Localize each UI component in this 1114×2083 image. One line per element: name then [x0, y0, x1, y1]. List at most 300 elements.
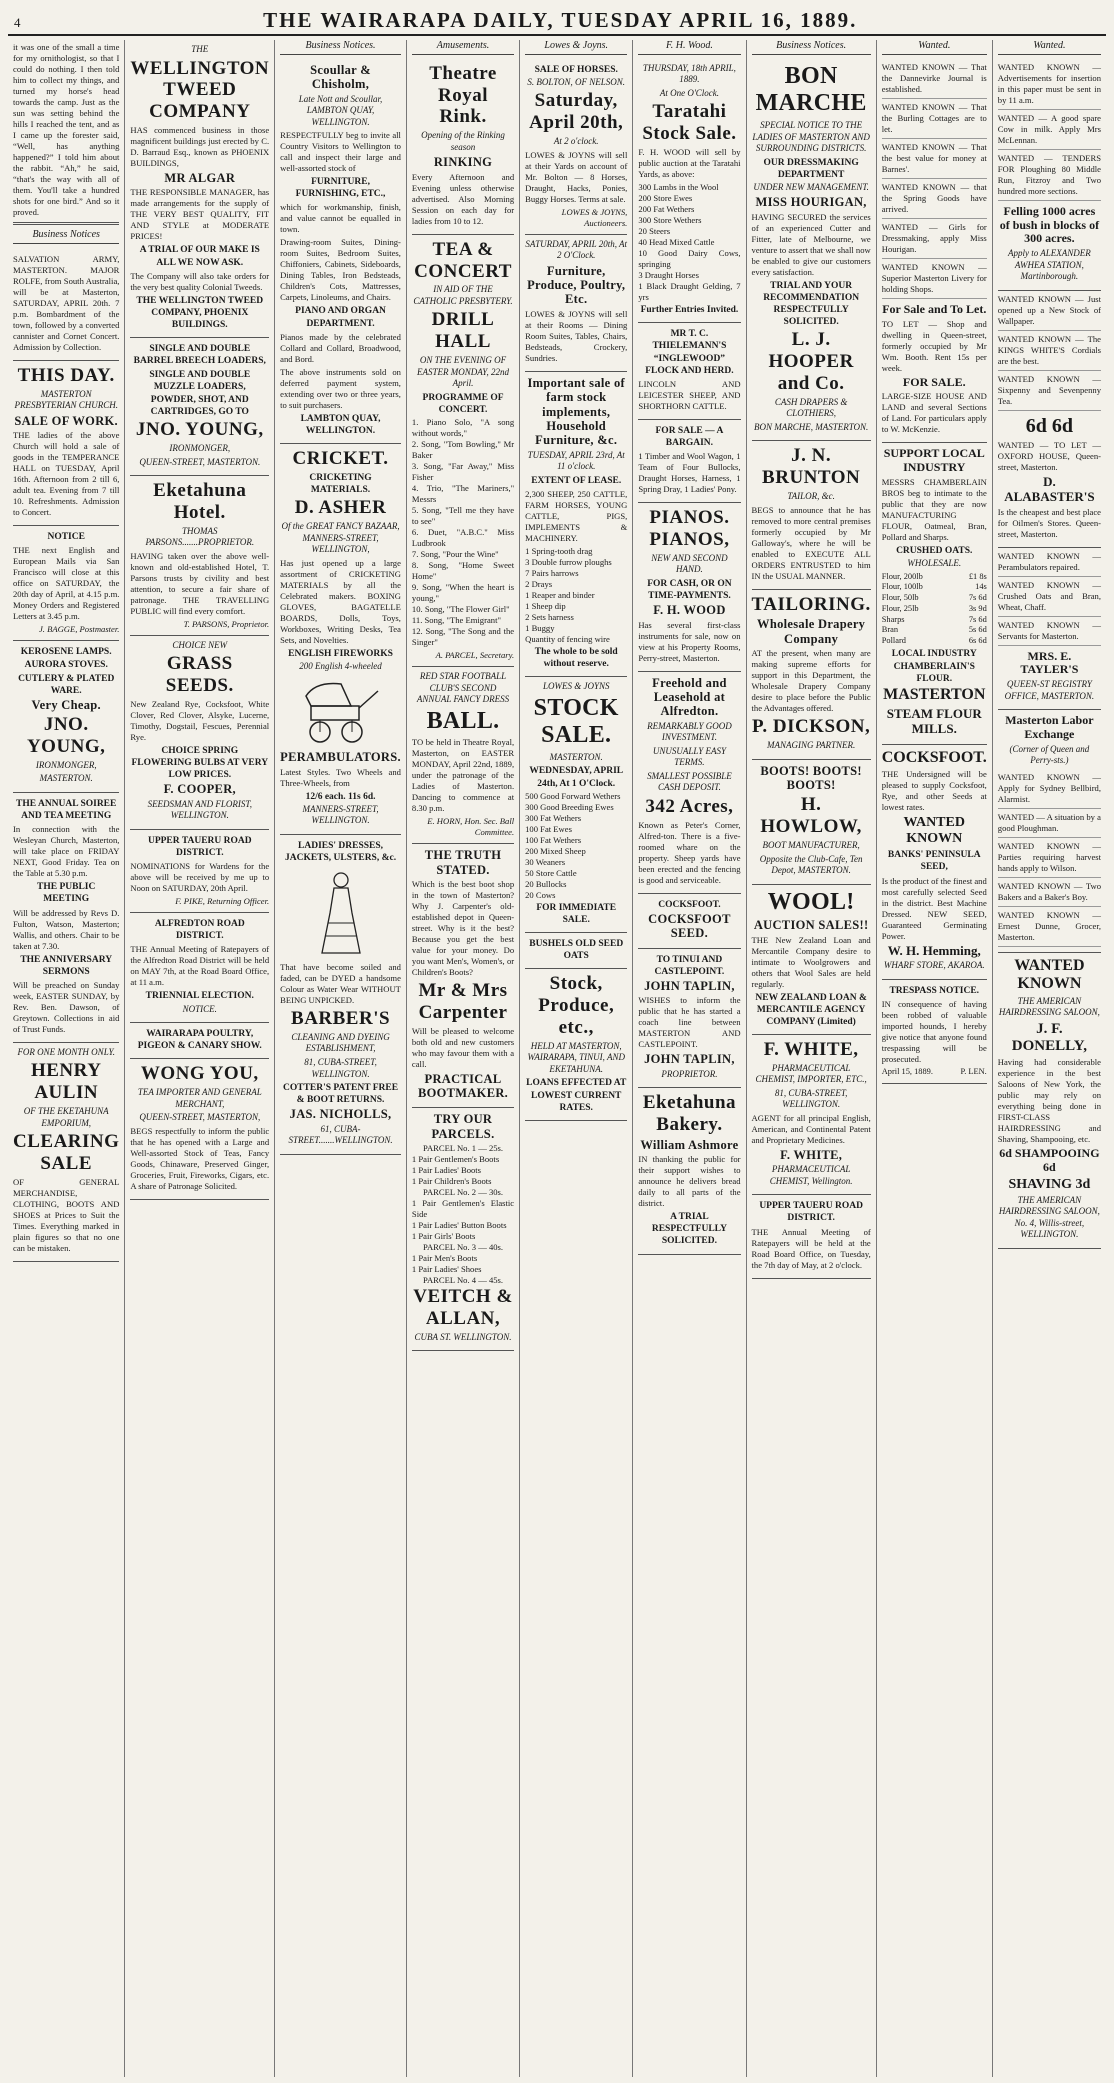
ad-subtitle: FOR ONE MONTH ONLY. — [17, 1046, 115, 1057]
lady-illustration — [280, 868, 401, 958]
cocksfoot-seed-ad — [638, 894, 740, 949]
ad-subtitle: UNDER NEW MANAGEMENT. — [753, 181, 869, 192]
ad-line: POWDER, SHOT, AND CARTRIDGES, GO TO — [150, 394, 249, 417]
hairdresser-ad — [998, 953, 1101, 1249]
ad-body: Is the cheapest and best place for Oilmen's Stores. Queen-street, Masterton. — [997, 506, 1101, 539]
ad-body: THE New Zealand Loan and Mercantile Company desire to intimate to Woolgrowers and others that Wool Sales are held regularly. — [751, 934, 871, 989]
ad-title: PIANOS. PIANOS, — [649, 507, 730, 550]
ad-title: D. ALABASTER'S — [1004, 473, 1095, 504]
newspaper-title: THE WAIRARAPA DAILY, TUESDAY APRIL 16, 1889. — [263, 8, 858, 32]
price-label: Flour, 25lb — [881, 603, 919, 613]
ad-subtitle: 81, CUBA-STREET, WELLINGTON. — [304, 1057, 377, 1079]
list-item: WANTED KNOWN — That the best value for money at Barnes'. — [882, 139, 987, 179]
ad-body: Latest Styles. Two Wheels and Three-Wheels, from — [280, 766, 401, 788]
rink-ad — [412, 59, 514, 235]
price-label: Bran — [881, 625, 899, 635]
ad-line: CHAMBERLAIN'S FLOUR. — [893, 662, 975, 685]
felling-ad — [998, 201, 1101, 291]
ad-title: Important sale of farm stock implements, Household Furniture, &c. — [527, 375, 625, 448]
ad-subtitle: RED STAR FOOTBALL CLUB'S SECOND ANNUAL FANCY DRESS — [416, 671, 510, 705]
produce-ad — [525, 969, 627, 1121]
list-item: 30 Weaners — [525, 856, 566, 867]
eketahuna-hotel-ad — [130, 476, 269, 636]
column-3 — [275, 40, 407, 2077]
ad-subtitle: WHOLESALE. — [907, 558, 962, 569]
list-item: 3. Song, "Far Away," Miss Fisher — [411, 461, 515, 482]
list-item: 1 Sheep dip — [525, 600, 566, 611]
ad-line: NEW ZEALAND LOAN & MERCANTILE AGENCY COMPANY (Limited) — [755, 992, 867, 1027]
ad-body: OF GENERAL MERCHANDISE, CLOTHING, BOOTS AND SHOES at Prices to Suit the Times. Everything marked in plain figures so that no one can be mistaken. — [13, 1176, 120, 1253]
ad-title: NOTICE — [47, 532, 85, 543]
list-item: 6. Duet, "A.B.C." Miss Ludbrook — [411, 527, 515, 548]
ad-body: Is the product of the finest and most carefully selected Seed in the district. Best Machine Dressed. NEW SEED, Guaranteed Germinating Power. — [881, 875, 987, 941]
ad-body: THE next English and European Mails via San Francisco will close at this office on SATURDAY, the 20th day of April, at 4.15 p.m. Money Orders and Registered Letters at 3.45 p.m. — [13, 545, 120, 622]
ad-title: TRY OUR PARCELS. — [431, 1112, 495, 1141]
list-item: WANTED KNOWN — That the Dannevirke Journal is established. — [882, 59, 987, 99]
ad-subtitle: PHARMACEUTICAL CHEMIST, Wellington. — [769, 1164, 853, 1186]
ad-title: VEITCH & ALLAN, — [413, 1286, 513, 1329]
ad-title: Stock, Produce, etc., — [538, 973, 615, 1039]
ad-subtitle: PHARMACEUTICAL CHEMIST, IMPORTER, ETC., — [755, 1062, 867, 1085]
list-item: PARCEL No. 3 — 40s. — [422, 1242, 504, 1253]
price-value: 14s — [975, 582, 987, 592]
list-item: WANTED — Girls for Dressmaking, apply Miss Hourigan. — [882, 219, 987, 259]
list-item: WANTED KNOWN — Ernest Dunne, Grocer, Masterton. — [998, 907, 1101, 947]
list-item: 1 Black Draught Gelding, 7 yrs — [638, 281, 741, 303]
ad-line: LADIES' DRESSES, JACKETS, ULSTERS, &c. — [284, 840, 397, 863]
list-item: 2 Sets harness — [525, 611, 574, 622]
tweed-company-ad — [130, 40, 269, 338]
cricket-ad — [280, 444, 401, 835]
price-row — [882, 625, 987, 636]
ad-line: FOR CASH, OR ON TIME-PAYMENTS. — [647, 578, 732, 601]
ad-line: CHOICE SPRING FLOWERING BULBS AT VERY LOW PRICES. — [131, 745, 269, 781]
ad-title: AUCTION SALES!! — [753, 918, 869, 933]
ad-subtitle: S. BOLTON, OF NELSON. — [527, 76, 626, 87]
list-item: 7 Pairs harrows — [525, 567, 579, 578]
ad-signature: T. PARSONS, Proprietor. — [183, 618, 270, 629]
scoullar-ad — [280, 59, 401, 444]
list-item: 200 Mixed Sheep — [525, 845, 586, 856]
ad-subtitle: MASTERTON PRESBYTERIAN CHURCH. — [14, 388, 118, 411]
price-row — [882, 593, 987, 604]
ad-body: LOWES & JOYNS will sell at their Rooms — Dining Room Suites, Tables, Chairs, Bedsteads, Crockery, Sundries. — [525, 308, 628, 363]
ad-signature: LOWES & JOYNS, Auctioneers. — [561, 206, 628, 228]
ad-body: WANTED — TO LET — OXFORD HOUSE, Queen-street, Masterton. — [997, 439, 1101, 472]
price-row — [882, 572, 987, 583]
ad-title: FOR SALE. — [902, 374, 966, 389]
dyeing-ad — [280, 835, 401, 1155]
ad-line: SINGLE AND DOUBLE MUZZLE LOADERS, — [149, 369, 251, 392]
price-label: Flour, 100lb — [881, 582, 923, 592]
ad-title: WOOL! — [767, 888, 855, 915]
ad-subtitle: IRONMONGER, — [169, 442, 231, 453]
ad-subtitle: (Corner of Queen and Perry-sts.) — [1009, 743, 1090, 766]
ad-body: HAVING taken over the above well-known and old-established Hotel, T. Parsons trusts by civility and best attention, to secure a fair share of patronage. THE TRAVELLING PUBLIC will find every comfort. — [130, 550, 270, 616]
ad-title: TRIENNIAL ELECTION. — [145, 991, 254, 1002]
ad-subtitle: BOOT MANUFACTURER, — [762, 840, 860, 851]
column-heading: Amusements. — [412, 40, 514, 55]
ad-body: which for workmanship, finish, and value cannot be equalled in town. — [280, 202, 401, 235]
column-heading: Business Notices — [13, 229, 119, 244]
column-heading: Lowes & Joyns. — [525, 40, 627, 55]
ad-line: 12/6 each. 11s 6d. — [305, 791, 376, 802]
ad-title: Saturday, April 20th, — [529, 90, 624, 134]
ad-body: 1 Timber and Wool Wagon, 1 Team of Four Bullocks, Draught Horses, Harness, 1 Spring Dray, 1 Ladies' Pony. — [638, 451, 741, 495]
horse-sale-ad — [525, 59, 627, 235]
ad-subtitle: THURSDAY, 18th APRIL, 1889. — [642, 62, 736, 85]
price-value: 5s 6d — [968, 625, 987, 635]
registry-ad — [998, 646, 1101, 711]
ad-line: AURORA STOVES. — [24, 660, 108, 671]
list-item: 300 Good Breeding Ewes — [525, 801, 614, 812]
list-item: 100 Fat Wethers — [525, 834, 582, 845]
ad-line: TRESPASS NOTICE. — [889, 985, 980, 996]
list-item: WANTED KNOWN — Perambulators repaired. — [998, 548, 1101, 577]
list-item: WANTED KNOWN — Just opened up a New Stock of Wallpaper. — [998, 291, 1101, 331]
ad-subtitle: Opening of the Rinking season — [421, 130, 505, 152]
upper-taueru-ad — [130, 830, 269, 913]
ad-title: SUPPORT LOCAL INDUSTRY — [883, 446, 985, 475]
list-item: WANTED KNOWN — Parties requiring harvest hands apply to Wilson. — [998, 838, 1101, 878]
list-item: 1 Buggy — [525, 622, 555, 633]
ad-subtitle: THE AMERICAN HAIRDRESSING SALOON, No. 4, Willis-street, WELLINGTON. — [998, 1194, 1100, 1240]
list-item: 4. Trio, "The Mariners," Messrs — [411, 483, 515, 504]
column-heading: Wanted. — [998, 40, 1101, 55]
ad-title: William Ashmore — [640, 1137, 739, 1152]
list-item: 5. Song, "Tell me they have to see" — [411, 505, 515, 526]
ad-subtitle: WHARF STORE, AKAROA. — [883, 960, 985, 971]
ad-subtitle: LOWES & JOYNS — [542, 681, 610, 692]
list-item: PARCEL No. 2 — 30s. — [422, 1187, 504, 1198]
labor-exchange-ad — [998, 710, 1101, 953]
ad-title: W. H. Hemming, — [887, 942, 981, 958]
ball-ad — [412, 667, 514, 844]
ad-line: The whole to be sold without reserve. — [534, 646, 618, 670]
tea-price-ad — [998, 411, 1101, 548]
ad-title: F. COOPER, — [163, 782, 236, 797]
ad-title: WANTED KNOWN — [903, 815, 965, 847]
list-item: WANTED — A good spare Cow in milk. Apply Mrs McLennan. — [998, 110, 1101, 150]
list-item: 1 Pair Children's Boots — [411, 1176, 492, 1187]
ad-subtitle: SATURDAY, APRIL 20th, At 2 O'Clock. — [525, 238, 628, 261]
ad-title: UPPER TAUERU ROAD DISTRICT. — [147, 835, 252, 858]
ad-title: WELLINGTON TWEED COMPANY — [130, 57, 270, 123]
ad-body: Will be addressed by Revs D. Fulton, Watson, Masterton; Wallis, and others. Chair to be taken at 7.30. — [13, 907, 120, 951]
ad-signature: E. HORN, Hon. Sec. Ball Committee. — [427, 816, 515, 838]
ad-title: Furniture, Produce, Poultry, Etc. — [527, 263, 626, 307]
ad-title: THE TRUTH STATED. — [424, 848, 502, 877]
ad-subtitle: BON MARCHE, MASTERTON. — [753, 421, 869, 432]
bon-marche-ad — [752, 59, 871, 442]
column-heading: Business Notices. — [752, 40, 871, 55]
ad-title: 6d 6d — [1025, 414, 1074, 437]
ad-subtitle: Opposite the Club-Cafe, Ten Depot, MASTERTON. — [759, 853, 863, 876]
ad-line: FOR IMMEDIATE SALE. — [536, 902, 617, 925]
list-item: PARCEL No. 1 — 25s. — [422, 1143, 504, 1154]
ad-line: KEROSENE LAMPS. — [20, 647, 112, 658]
freehold-ad — [638, 672, 740, 894]
ad-body: TO be held in Theatre Royal, Masterton, on EASTER MONDAY, April 22nd, 1889, under the patronage of the Ladies of Masterton. Dancing to commence at 8.30 p.m. — [411, 737, 515, 814]
guns-ad — [130, 338, 269, 476]
lady-figure-icon — [316, 868, 366, 958]
boots-ad — [752, 760, 871, 885]
ad-body: THE ladies of the above Church will hold a sale of goods in the TEMPERANCE HALL on TUESDAY, April 16th. Afternoon from 2 till 6, adult tea. Evening from 7 till 10. Refreshments. Admission to Concert. — [13, 430, 120, 518]
list-item: 100 Fat Ewes — [525, 823, 572, 834]
ad-line: TRIAL AND YOUR RECOMMENDATION RESPECTFULLY SOLICITED. — [763, 280, 860, 328]
ad-subtitle: QUEEN-STREET, MASTERTON. — [139, 456, 261, 467]
ad-subtitle: MANNERS-STREET, WELLINGTON. — [302, 803, 379, 826]
ad-subtitle: At 2 o'clock. — [553, 136, 599, 147]
ad-subtitle: Of the GREAT FANCY BAZAAR, MANNERS-STREET, WELLINGTON, — [281, 521, 400, 555]
ad-title: L. J. HOOPER and Co. — [768, 329, 854, 395]
list-item: 7. Song, "Pour the Wine" — [411, 549, 499, 559]
ad-title: JNO. YOUNG, — [26, 714, 106, 758]
ad-body: Has just opened up a large assortment of CRICKETING MATERIALS by all the Celebrated makers. BOXING GLOVES, BAGATELLE BOARDS, Dolls, Toys, Workboxes, Writing Desks, Tea Sets, and Novelties. — [280, 557, 401, 645]
ad-line: BUSHELS OLD SEED OATS — [529, 939, 624, 962]
list-item: WANTED KNOWN — Apply for Sydney Bellbird, Alarmist. — [998, 769, 1101, 809]
ad-title: H. HOWLOW, — [760, 794, 862, 838]
ad-subtitle: THE AMERICAN HAIRDRESSING SALOON, — [998, 995, 1100, 1018]
farm-sale-ad — [525, 372, 627, 677]
wanted-list — [882, 59, 987, 299]
trespass-ad — [882, 980, 987, 1084]
column-6 — [633, 40, 746, 2077]
ad-title: Felling 1000 acres of bush in blocks of 300 acres. — [999, 203, 1100, 246]
list-item: 2. Song, "Tom Bowling," Mr Baker — [411, 439, 515, 460]
ad-body: THE Undersigned will be pleased to supply Cocksfoot, Rye, and other Seeds at lowest rates. — [881, 769, 987, 813]
ad-subtitle: IN AID OF THE CATHOLIC PRESBYTERY. — [413, 284, 513, 306]
ad-subtitle: QUEEN-ST REGISTRY OFFICE, MASTERTON. — [1004, 679, 1095, 701]
ad-subtitle: REMARKABLY GOOD INVESTMENT. — [647, 720, 732, 743]
list-item: WANTED KNOWN — The KINGS WHITE'S Cordials are the best. — [998, 331, 1101, 371]
ad-subtitle: HELD AT MASTERTON, WAIRARAPA, TINUI, AND EKETAHUNA. — [527, 1040, 625, 1074]
notice-body: SALVATION ARMY, MASTERTON. MAJOR ROLFE, from South Australia, will be at Masterton, SATURDAY, APRIL 20th. 7 p.m. Bombardment of the town, followed by a converted cannister and Cornet Concert. Admission by Collection. — [13, 253, 120, 352]
ad-title: CLEARING SALE — [13, 1131, 120, 1174]
ad-subtitle: THE — [191, 44, 209, 54]
ad-line: CRUSHED OATS. — [896, 545, 973, 556]
column-heading: Wanted. — [882, 40, 987, 55]
ad-title: F. WHITE, — [780, 1147, 843, 1162]
list-item: WANTED KNOWN — that the Spring Goods have arrived. — [882, 179, 987, 219]
ad-subtitle: TUESDAY, APRIL 23rd, At 11 o'clock. — [527, 449, 625, 472]
list-item: 3 Double furrow ploughs — [525, 556, 612, 567]
stock-sale-ad — [525, 677, 627, 933]
ad-body: The above instruments sold on deferred payment system, extending over two or three years, to suit purchasers. — [280, 366, 401, 410]
ad-body: Pianos made by the celebrated Collard and Collard, Broadwood, and Bord. — [280, 331, 401, 364]
ad-title: ALFREDTON ROAD DISTRICT. — [154, 919, 245, 942]
ad-subtitle: OF THE EKETAHUNA EMPORIUM, — [23, 1106, 109, 1128]
wanted-list-2 — [998, 291, 1101, 411]
columns — [8, 40, 1106, 2077]
column-heading: F. H. Wood. — [638, 40, 740, 55]
taratahi-list — [638, 182, 740, 303]
ad-title: Masterton Labor Exchange — [1005, 713, 1094, 742]
ad-title: Scoullar & Chisholm, — [310, 62, 371, 92]
ad-title: Theatre Royal Rink. — [429, 62, 497, 128]
list-item: 300 Store Wethers — [638, 215, 702, 226]
stock-list — [525, 791, 627, 901]
farm-list — [525, 546, 627, 645]
ad-line: SALE OF HORSES. — [534, 64, 618, 75]
ad-title: JOHN TAPLIN, — [644, 1052, 735, 1067]
ad-title: J. F. DONELLY, — [1011, 1020, 1087, 1054]
ad-title: SALE OF WORK. — [14, 413, 118, 428]
list-item: 1 Pair Gentlemen's Elastic Side — [411, 1198, 515, 1220]
list-item: 20 Bullocks — [525, 878, 567, 889]
ad-subtitle: CHOICE NEW — [172, 639, 228, 650]
ad-title: MASTERTON — [883, 686, 986, 704]
truth-ad — [412, 844, 514, 1108]
wholesale-drapery-ad — [752, 590, 871, 760]
pram-icon — [296, 676, 386, 746]
price-value: £1 8s — [968, 571, 987, 581]
column-9 — [993, 40, 1106, 2077]
ad-title: MISS HOURIGAN, — [755, 195, 867, 210]
list-item: 1 Pair Men's Boots — [411, 1253, 478, 1264]
ad-title: DRILL HALL — [431, 309, 495, 353]
ad-body: IN thanking the public for their support wishes to announce he delivers bread daily to all parts of the district. — [638, 1154, 741, 1209]
list-item: WANTED KNOWN — Superior Masterton Livery for holding Shops. — [882, 259, 987, 299]
ad-line: COCKSFOOT. — [658, 899, 721, 910]
flour-mill-ad — [882, 443, 987, 744]
ad-body: The Company will also take orders for the very best quality Colonial Tweeds. — [130, 270, 270, 292]
wanted-list-3 — [998, 548, 1101, 646]
ad-body: AT the present, when many are making supreme efforts for support in this Department, the Wholesale Drapery Company desire to place before the Public the Advantages offered. — [751, 648, 871, 714]
list-item: 1 Pair Ladies' Boots — [411, 1165, 482, 1176]
list-item: 3 Draught Horses — [638, 270, 699, 281]
ad-title: WAIRARAPA POULTRY, PIGEON & CANARY SHOW. — [137, 1029, 262, 1052]
ad-body: Having had considerable experience in the best Saloons of New York, the public may rely on everything being done in FIRST-CLASS HAIRDRESSING and Shaving, Shampooing, etc. — [997, 1057, 1101, 1145]
list-item: WANTED KNOWN — Sixpenny and Sevenpenny Tea. — [998, 371, 1101, 411]
ad-subtitle: NOTICE. — [182, 1003, 217, 1014]
ad-line: UPPER TAUERU ROAD DISTRICT. — [759, 1201, 863, 1224]
soiree-ad — [13, 793, 119, 1043]
ad-line: MR T. C. THIELEMANN'S “INGLEWOOD” FLOCK AND HERD. — [645, 329, 734, 376]
ad-body: Every Afternoon and Evening unless otherwise advertised. Also Morning Session on each day for ladies from 10 to 12. — [411, 171, 515, 226]
ad-line: Further Entries Invited. — [640, 305, 739, 316]
ad-subtitle: Late Nott and Scoullar, LAMBTON QUAY, WELLINGTON. — [298, 93, 383, 127]
cocksfoot-ad — [882, 745, 987, 980]
ad-title: D. ASHER — [294, 497, 387, 519]
ad-title: PRACTICAL BOOTMAKER. — [417, 1071, 509, 1100]
price-row — [882, 582, 987, 593]
ad-subtitle: SEEDSMAN AND FLORIST, WELLINGTON. — [147, 798, 252, 821]
ad-line: PIANO AND ORGAN DEPARTMENT. — [295, 306, 386, 329]
ad-line: A TRIAL OF OUR MAKE IS ALL WE NOW ASK. — [139, 245, 260, 268]
ad-subtitle: 81, CUBA-STREET, WELLINGTON. — [774, 1087, 848, 1110]
ad-body: THE Annual Meeting of Ratepayers of the Alfredton Road District will be held on MAY 7th, at the Road Board Office, at 11 a.m. — [130, 944, 270, 988]
pianos-ad — [638, 503, 740, 671]
ad-title: TAILORING. — [751, 593, 871, 615]
wong-you-ad — [130, 1059, 269, 1199]
column-7 — [747, 40, 877, 2077]
signature-row — [882, 1067, 987, 1078]
program-list — [412, 417, 514, 648]
price-label: Pollard — [881, 636, 906, 646]
ad-subtitle: CUBA ST. WELLINGTON. — [414, 1331, 512, 1342]
list-item: 11. Song, "The Emigrant" — [411, 615, 501, 625]
ad-subtitle: ON THE EVENING OF EASTER MONDAY, 22nd April. — [417, 355, 509, 389]
ad-title: Freehold and Leasehold at Alfredton. — [652, 675, 727, 719]
ad-subtitle: QUEEN-STREET, MASTERTON, — [139, 1112, 261, 1123]
ad-subtitle: TAILOR, &c. — [787, 491, 835, 502]
ad-body: AGENT for all principal English, American, and Continental Patent and Proprietary Medicines. — [751, 1112, 871, 1145]
list-item: WANTED KNOWN — Advertisements for insertion in this paper must be sent in by 11 a.m. — [998, 59, 1101, 110]
ad-title: THE PUBLIC MEETING — [37, 882, 96, 905]
ad-title: BON MARCHE — [755, 62, 867, 117]
ad-body: TO LET — Shop and dwelling in Queen-street, formerly occupied by Mr Wm. Booth. Rent 15s per week. — [881, 318, 987, 373]
ad-title: MR ALGAR — [164, 171, 236, 186]
ad-line: FOR SALE — A BARGAIN. — [655, 425, 724, 448]
ad-title: WONG YOU, — [140, 1063, 259, 1085]
ad-subtitle: MASTERTON. — [39, 773, 93, 784]
ad-body: WISHES to inform the public that he has started a coach line between MASTERTON AND CASTLEPOINT. — [638, 995, 741, 1050]
ad-title: Mr & Mrs Carpenter — [418, 979, 508, 1023]
ad-subtitle: TEA IMPORTER AND GENERAL MERCHANT, — [137, 1087, 262, 1109]
ad-subtitle: UNUSUALLY EASY TERMS. — [652, 745, 726, 768]
price-row — [882, 615, 987, 626]
notice-date: April 15, 1889. — [881, 1067, 933, 1077]
ad-title: PERAMBULATORS. — [280, 750, 401, 765]
post-notice — [13, 526, 119, 641]
ad-title: Eketahuna Hotel. — [153, 480, 247, 523]
ad-line: THE WELLINGTON TWEED COMPANY, PHOENIX BUILDINGS. — [136, 295, 264, 331]
grass-seeds-ad — [130, 636, 269, 830]
ad-signature: F. PIKE, Returning Officer. — [175, 896, 270, 907]
ad-title: JAS. NICHOLLS, — [289, 1107, 392, 1122]
column-heading: Business Notices. — [280, 40, 401, 55]
ad-body: Will be preached on Sunday week, EASTER SUNDAY, by Rev. Ben. Dawson, of Greytown. Collections in aid of Trust Funds. — [13, 979, 120, 1034]
list-item: 200 Store Ewes — [638, 193, 693, 204]
ad-line: LAMBTON QUAY, WELLINGTON. — [300, 413, 381, 436]
list-item: WANTED KNOWN — That the Burling Cottages are to let. — [882, 99, 987, 139]
list-item: 1. Piano Solo, "A song without words," — [411, 417, 515, 438]
list-item: 50 Store Cattle — [525, 867, 577, 878]
price-row — [882, 604, 987, 615]
ad-subtitle: 200 English 4-wheeled — [299, 660, 382, 671]
ad-body: Has several first-class instruments for sale, now on view at his Property Rooms, Perry-street, Masterton. — [638, 619, 741, 663]
page-number: 4 — [14, 15, 21, 30]
ad-title: GRASS SEEDS. — [165, 653, 234, 697]
ad-title: THIS DAY. — [17, 364, 115, 386]
column-5 — [520, 40, 633, 2077]
ad-line: WEDNESDAY, APRIL 24th, At 1 O'Clock. — [529, 766, 624, 789]
ad-subtitle: MANAGING PARTNER. — [766, 740, 856, 751]
ad-body: In connection with the Wesleyan Church, Masterton, will take place on FRIDAY NEXT, Good Friday. Tea on the Table at 5.30 p.m. — [13, 824, 120, 879]
list-item: WANTED KNOWN — Crushed Oats and Bran, Wheat, Chaff. — [998, 577, 1101, 617]
ad-title: WANTED KNOWN — [1014, 956, 1085, 993]
bakery-ad — [638, 1088, 740, 1255]
column-1 — [8, 40, 125, 2077]
price-list — [882, 572, 987, 647]
chemist-ad — [752, 1035, 871, 1195]
ad-body: LARGE-SIZE HOUSE AND LAND and several Sections of Land. For particulars apply to W. McKenzie. — [881, 391, 987, 435]
ad-body: HAS commenced business in those magnificent buildings just erected by C. D. Barraud Esq., known as PHOENIX BUILDINGS, — [130, 125, 270, 169]
price-label: Flour, 50lb — [881, 593, 919, 603]
ad-body: Which is the best boot shop in the town of Masterton? Why J. Carpenter's old-established depot in Queen-street. Why is it the best? Because you get the best value for your money. Do you want Men's, Women's, or Children's Boots? — [411, 878, 515, 977]
taratahi-sale-ad — [638, 59, 740, 323]
ad-title: Very Cheap. — [31, 697, 101, 712]
price-value: 7s 6d — [968, 593, 987, 603]
furniture-sale-ad — [525, 235, 627, 372]
ad-body: THE Annual Meeting of Ratepayers will be held at the Road Board Office, on Tuesday, the 7th day of May, at 2 o'clock. — [751, 1226, 871, 1270]
parcels-ad — [412, 1108, 514, 1351]
ad-title: STOCK SALE. — [533, 694, 619, 749]
brunton-ad — [752, 441, 871, 589]
ad-subtitle: NEW AND SECOND HAND. — [651, 552, 728, 575]
ad-body: BEGS to announce that he has removed to more central premises formerly occupied by Mr Galloway's, where he will be enabled to EXECUTE ALL ORDERS ENTRUSTED to him IN the USUAL MANNER. — [751, 504, 871, 581]
